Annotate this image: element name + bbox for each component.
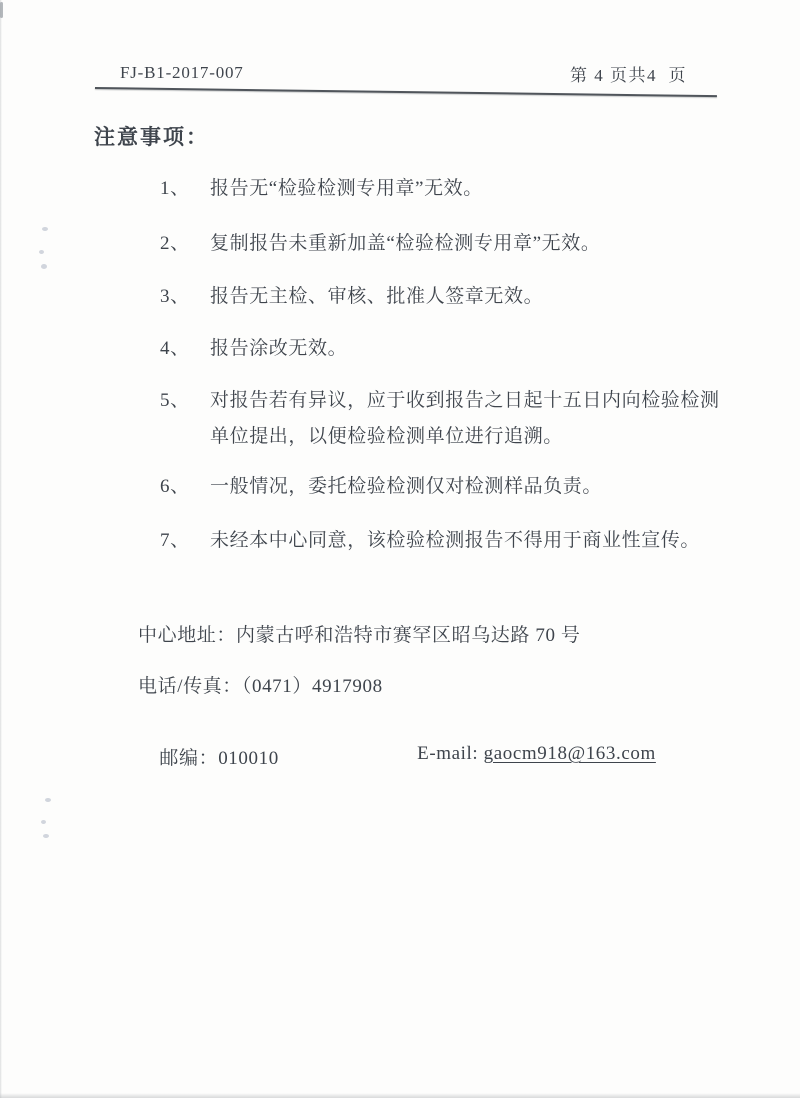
notes-title: 注意事项：: [94, 125, 209, 149]
note-text: 报告无“检验检测专用章”无效。: [210, 178, 483, 199]
note-number: 7、: [160, 530, 190, 551]
note-number: 4、: [160, 338, 190, 359]
email-line: [385, 721, 656, 787]
note-text: 未经本中心同意，该检验检测报告不得用于商业性宣传。: [210, 530, 701, 551]
note-text: 一般情况，委托检验检测仅对检测样品负责。: [210, 476, 603, 497]
note-item-2: [160, 226, 726, 262]
note-number: 3、: [160, 286, 190, 307]
scan-edge-left: [0, 0, 2, 1098]
scan-speck: [45, 798, 51, 802]
note-text: 复制报告未重新加盖“检验检测专用章”无效。: [210, 233, 601, 254]
postcode: 邮编：010010: [159, 748, 279, 769]
center-address: 中心地址：内蒙古呼和浩特市赛罕区昭乌达路 70 号: [138, 625, 581, 646]
page-number: 第 4 页共4 页: [570, 66, 687, 85]
note-item-3: [160, 279, 726, 315]
doc-code: FJ-B1-2017-007: [120, 63, 244, 82]
note-item-5: [160, 383, 726, 455]
note-item-6: [160, 469, 726, 505]
note-number: 5、: [160, 390, 190, 411]
scan-speck: [39, 250, 44, 254]
scan-speck: [43, 834, 49, 838]
note-text: 报告无主检、审核、批准人签章无效。: [210, 286, 544, 307]
scan-speck: [41, 820, 46, 824]
note-text: 报告涂改无效。: [210, 338, 348, 359]
note-text: 对报告若有异议，应于收到报告之日起十五日内向检验检测单位提出，以便检验检测单位进行追溯。: [210, 390, 720, 447]
note-number: 6、: [160, 476, 190, 497]
postcode-email-row: [138, 721, 716, 814]
header-rule: [95, 87, 717, 97]
email-address: gaocm918@163.com: [483, 743, 656, 764]
scan-speck: [42, 227, 48, 231]
email-label: E-mail:: [417, 743, 484, 764]
scan-speck: [41, 264, 47, 269]
note-item-1: [160, 171, 726, 207]
note-item-4: [160, 331, 726, 367]
note-number: 1、: [160, 178, 190, 199]
scan-edge-bottom: [0, 1093, 800, 1098]
note-number: 2、: [160, 233, 190, 254]
phone-fax: 电话/传真：（0471）4917908: [138, 676, 383, 697]
note-item-7: [160, 523, 726, 559]
